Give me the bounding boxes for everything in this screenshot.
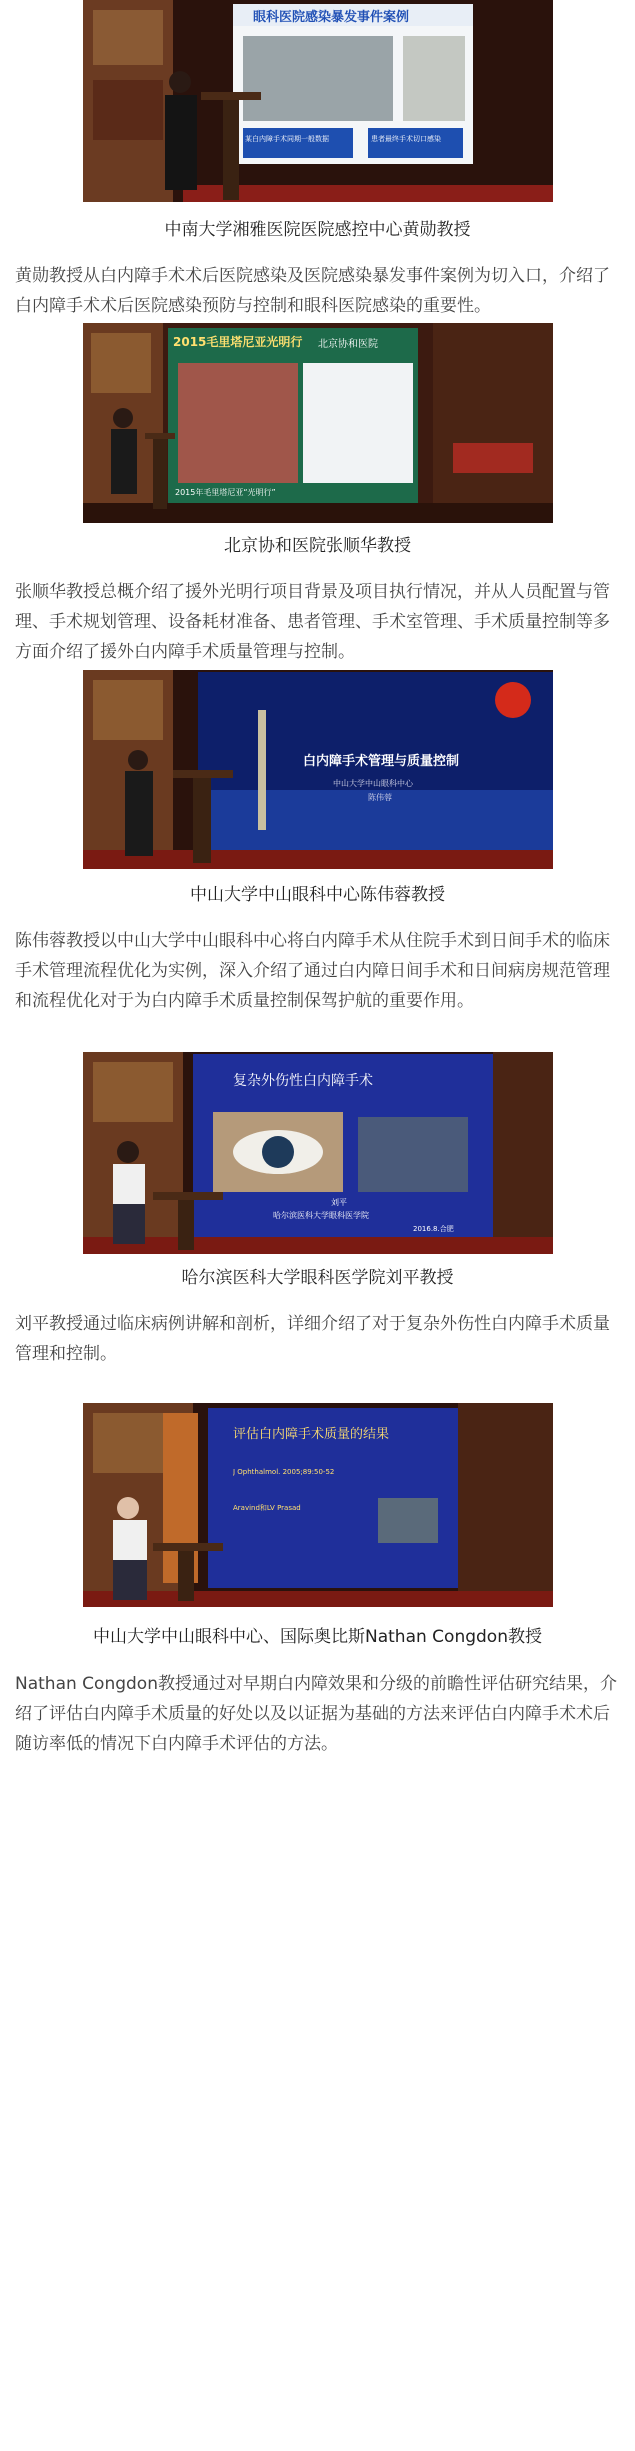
speaker-photo-4 bbox=[83, 1052, 553, 1254]
slide-title: 眼科医院感染暴发事件案例 bbox=[253, 10, 410, 25]
slide-text: Aravind和LV Prasad bbox=[233, 1504, 301, 1512]
slide-title: 白内障手术管理与质量控制 bbox=[303, 754, 460, 769]
slide-caption: 患者最终手术切口感染 bbox=[371, 135, 441, 143]
photo-caption: 中山大学中山眼科中心、国际奥比斯Nathan Congdon教授 bbox=[93, 1627, 542, 1647]
speaker-photo-2 bbox=[83, 323, 553, 523]
slide-caption: 某白内障手术同期一般数据 bbox=[245, 135, 329, 143]
slide-caption: 2015年毛里塔尼亚“光明行” bbox=[175, 488, 276, 497]
slide-title: 2015毛里塔尼亚光明行 bbox=[173, 335, 303, 349]
slide-speaker: 刘平 bbox=[331, 1198, 347, 1207]
slide-text: J Ophthalmol. 2005;89:50-52 bbox=[233, 1468, 335, 1476]
description-paragraph: 张顺华教授总概介绍了援外光明行项目背景及项目执行情况，并从人员配置与管理、手术规划管理、设备耗材准备、患者管理、手术室管理、手术质量控制等多方面介绍了援外白内障手术质量管理与控制。 bbox=[15, 582, 610, 662]
speaker-photo-1 bbox=[83, 0, 553, 202]
photo-caption: 中山大学中山眼科中心陈伟蓉教授 bbox=[190, 885, 445, 905]
slide-logo-text: 北京协和医院 bbox=[318, 339, 378, 350]
photo-caption: 哈尔滨医科大学眼科医学院刘平教授 bbox=[181, 1268, 454, 1288]
description-paragraph: 刘平教授通过临床病例讲解和剖析，详细介绍了对于复杂外伤性白内障手术质量管理和控制。 bbox=[15, 1314, 610, 1364]
slide-speaker: 陈伟蓉 bbox=[368, 793, 392, 802]
slide-date: 2016.8.合肥 bbox=[413, 1225, 454, 1233]
description-paragraph: 黄勋教授从白内障手术术后医院感染及医院感染暴发事件案例为切入口，介绍了白内障手术术后医院感染预防与控制和眼科医院感染的重要性。 bbox=[15, 266, 610, 316]
speaker-photo-5 bbox=[83, 1403, 553, 1607]
slide-title: 复杂外伤性白内障手术 bbox=[233, 1073, 373, 1089]
slide-org: 哈尔滨医科大学眼科医学院 bbox=[273, 1211, 369, 1220]
slide-subtitle: 中山大学中山眼科中心 bbox=[333, 779, 413, 788]
slide-title: 评估白内障手术质量的结果 bbox=[233, 1427, 390, 1442]
photo-caption: 北京协和医院张顺华教授 bbox=[224, 536, 411, 556]
speaker-photo-3 bbox=[83, 670, 553, 869]
description-paragraph: 陈伟蓉教授以中山大学中山眼科中心将白内障手术从住院手术到日间手术的临床手术管理流程优化为实例，深入介绍了通过白内障日间手术和日间病房规范管理和流程优化对于为白内障手术质量控制保驾护航的重要作用。 bbox=[15, 931, 610, 1011]
photo-caption: 中南大学湘雅医院医院感控中心黄勋教授 bbox=[164, 220, 471, 240]
description-paragraph: Nathan Congdon教授通过对早期白内障效果和分级的前瞻性评估研究结果，介绍了评估白内障手术质量的好处以及以证据为基础的方法来评估白内障手术术后随访率低的情况下白内障手术评估的方法。 bbox=[15, 1674, 617, 1754]
